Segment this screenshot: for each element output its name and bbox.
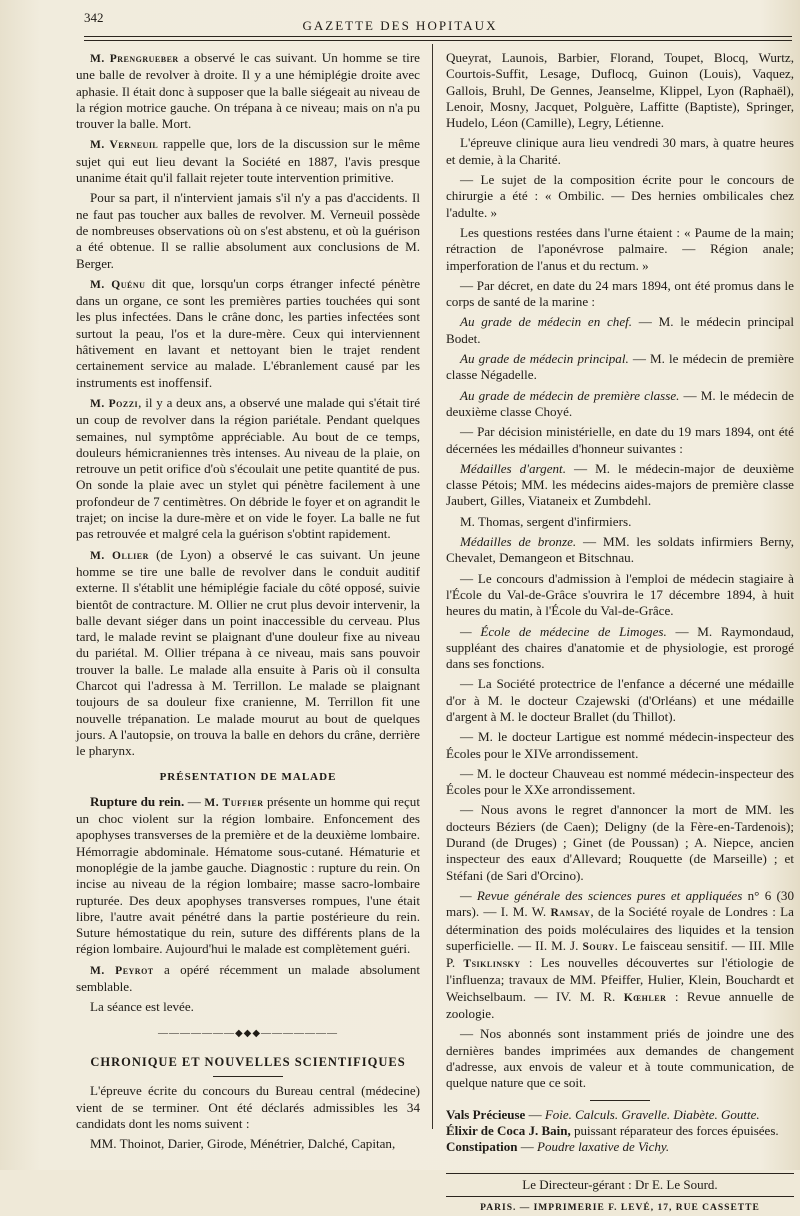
paragraph: — Nous avons le regret d'annoncer la mort de MM. les docteurs Béziers (de Caen); Deligny (de la Fère-en-Tardenois); Durand (de Druges) ; Ginet (de Poussan) ; A. Niepce, ancien inspecteur des eaux d'Allevard; Rouquette (de Marseille) ; et Stéfani (de Sari d'Orcino). [446,802,794,883]
paragraph: M. Quénu dit que, lorsqu'un corps étranger infecté pénètre dans un organe, ce sont les premières parties touchées qui sont les plus infectées. Dans le crâne donc, les parties infectées sont surtout la peau, l'os et la dure-mère. Ceux qui interviennent hâtivement en lavant et nettoyant bien le trajet rendent certainement service au malade. L'ébranlement causé par les instruments est inoffensif. [76,275,421,390]
paragraph: M. Thomas, sergent d'infirmiers. [460,513,632,529]
paragraph: M. Ollier (de Lyon) a observé le cas suivant. Un jeune homme se tire une balle de revolver dans le conduit auditif externe. Il s'établit une hémiplégie faciale du côté opposé, suivie bientôt de contracture. M. Ollier ne crut plus devoir intervenir, la balle devant siéger dans un point inaccessible du cerveau. Plus tard, le malade revint se plaignant d'une douleur fixe au niveau du pariétal. M. Ollier trépana à ce niveau, mais sans pouvoir trouver la balle. Le malade alla ensuite à Paris où il consulta Charcot qui l'adressa à M. Terrillon. Le malade se plaignant toujours de sa douleur fixe cranienne, M. Terrillon fit une nouvelle trépanation. Le malade mourut au bout de quelques jours. A l'autopsie, on trouva la balle en dehors du crâne, derrière le pharynx. [76,546,420,759]
paragraph: Au grade de médecin de première classe. — M. le médecin de deuxième classe Choyé. [446,387,794,419]
running-title: GAZETTE DES HOPITAUX [302,18,498,33]
column-divider [432,44,433,1129]
paragraph: M. Pozzi, il y a deux ans, a observé une malade qui s'était tiré un coup de revolver dans la région pariétale. Pendant quelques semaines, nul symptôme appréciable. Au bout de ce temps, douleurs hémicraniennes très intenses. Au niveau de la plaie, on retrouve un petit orifice d'où s'écoulait une petite quantité de pus. On sonde la plaie avec un stylet qui pénètre facilement à une profondeur de 7 centimètres. On débride le foyer et on agrandit le trajet; on incise la dure-mère et on vide le foyer. La balle ne fut pas retrouvée et malgré cela la guérison s'obtint rapidement. [76,394,421,542]
paragraph: — Par décret, en date du 24 mars 1894, ont été promus dans le corps de santé de la marine : [446,277,794,310]
paragraph: — Revue générale des sciences pures et appliquées n° 6 (30 mars). — I. M. W. Ramsay, de la Société royale de Londres : La détermination des poids moléculaires des liquides et la tension superficielle. — II. M. J. Soury. Le faisceau sensitif. — III. Mlle P. Tsiklinsky : Les nouvelles découvertes sur l'étiologie de l'influenza; travaux de MM. Pfeiffer, Hulier, Klein, Bouchardt et Weichselbaum. — IV. M. R. Kœhler : Revue annuelle de zoologie. [446,887,794,1022]
left-column [76,50,420,1156]
divider [213,1076,283,1077]
header-rule-thin [84,40,792,41]
paragraph: M. Verneuil rappelle que, lors de la discussion sur le même sujet qui eut lieu devant la Société en 1887, l'avis presque unanime était qu'il fallait rejeter toute intervention primitive. [76,136,420,186]
header-rule [84,36,792,37]
director-line: Le Directeur-gérant : Dr E. Le Sourd. [446,1173,794,1197]
paragraph: MM. Thoinot, Darier, Girode, Ménétrier, Dalché, Capitan, [90,1136,396,1152]
right-column [446,50,794,1216]
paragraph: Pour sa part, il n'intervient jamais s'il n'y a pas d'accidents. Il ne faut pas toucher aux balles de revolver. M. Verneuil possède de nombreuses observations où on s'est abstenu, et où la guérison a été obtenue. Il se rallie absolument aux conclusions de M. Berger. [76,190,420,271]
paragraph: La séance est levée. [90,999,194,1015]
paragraph: M. Prengrueber a observé le cas suivant. Un homme se tire une balle de revolver à droite. Il y a une hémiplégie droite avec aphasie. Il était donc à supposer que la balle siégeait au niveau de la région motrice gauche. On trépana à ce niveau; mais on n'a pu trouver la balle. Mort. [76,50,420,132]
paragraph: Queyrat, Launois, Barbier, Florand, Toupet, Blocq, Wurtz, Courtois-Suffit, Lesage, Duflocq, Guinon (Louis), Vaquez, Gallois, Bruhl, De Gennes, Jeanselme, Klippel, Lyon (Raphaël), Lenoir, Mosny, Jacquet, Polguère, Laffitte (Baptiste), Springer, Hudelo, Léon (Camille), Legry, Létienne. [446,50,794,131]
paragraph: — Le sujet de la composition écrite pour le concours de chirurgie a été : « Ombilic. — Des hernies ombilicales chez l'adulte. » [446,172,794,220]
paragraph: — M. le docteur Chauveau est nommé médecin-inspecteur des Écoles pour le XXe arrondissement. [446,765,794,798]
paragraph: — M. le docteur Lartigue est nommé médecin-inspecteur des Écoles pour le XIVe arrondissement. [446,729,794,761]
paragraph: Rupture du rein. — M. Tuffier présente un homme qui reçut un choc violent sur la région lombaire. Enfoncement des apophyses transverses de la première et de la deuxième lombaire. Hémorragie abdominale. Hématome sous-cutané. Hématurie et monoplégie de la jambe gauche. Diagnostic : rupture du rein. On incise au niveau de la région lombaire; masse sacro-lombaire rupturée. Des deux apophyses transverses rompues, l'une était libre, l'autre avait pénétré dans la partie postérieure du rein. Suture hémostatique du rein, suture des différents plans de la région lombaire. Aujourd'hui le malade est complètement guéri. [76,793,420,957]
paragraph: L'épreuve écrite du concours du Bureau central (médecine) vient de se terminer. Ont été déclarés admissibles les 34 candidats dont les noms suivent : [76,1083,420,1131]
paragraph: — La Société protectrice de l'enfance a décerné une médaille d'or à M. le docteur Czajewski (d'Orléans) et une médaille d'argent à M. le docteur Brallet (du Thillot). [446,676,794,724]
paragraph: Au grade de médecin principal. — M. le médecin de première classe Négadelle. [446,351,794,383]
paragraph: — Le concours d'admission à l'emploi de médecin stagiaire à l'École du Val-de-Grâce s'ouvrira le 17 décembre 1894, à huit heures du matin, à l'École du Val-de-Grâce. [446,570,794,619]
divider [590,1100,650,1101]
paragraph: Au grade de médecin en chef. — M. le médecin principal Bodet. [446,314,794,346]
section-heading: CHRONIQUE ET NOUVELLES SCIENTIFIQUES [90,1054,406,1069]
paragraph: Médailles de bronze. — MM. les soldats infirmiers Berny, Chevalet, Demangeon et Bitschnau. [446,534,794,566]
section-heading: PRÉSENTATION DE MALADE [159,771,337,784]
printer-line: PARIS. — IMPRIMERIE F. LEVÉ, 17, RUE CASSETTE [480,1202,760,1213]
paragraph: M. Peyrot a opéré récemment un malade absolument semblable. [76,961,421,995]
paragraph: Médailles d'argent. — M. le médecin-major de deuxième classe Pétois; MM. les médecins aides-majors de première classe Jaubert, Gilles, Viataneix et Zumbdehl. [446,460,794,509]
paragraph: L'épreuve clinique aura lieu vendredi 30 mars, à quatre heures et demie, à la Charité. [446,135,794,167]
page-number: 342 [84,10,104,25]
paragraph: — Nos abonnés sont instamment priés de joindre une des dernières bandes imprimées aux demandes de changement d'adresse, aux envois de valeur et à toute communication, de quelque nature que ce soit. [446,1026,794,1091]
paragraph: — École de médecine de Limoges. — M. Raymondaud, suppléant des chaires d'anatomie et de physiologie, est prorogé dans ses fonctions. [446,623,794,672]
paragraph: Les questions restées dans l'urne étaient : « Paume de la main; rétraction de l'aponévrose palmaire. — Région anale; imperforation de l'anus et du rectum. » [446,224,794,273]
ornament-divider: ―――――――◆◆◆――――――― [157,1027,339,1039]
advertisement: Élixir de Coca J. Bain, puissant réparateur des forces épuisées. [446,1122,779,1138]
advertisement: Vals Précieuse — Foie. Calculs. Gravelle. Diabète. Goutte. [446,1106,760,1122]
advertisement: Constipation — Poudre laxative de Vichy. [446,1138,670,1154]
paragraph: — Par décision ministérielle, en date du 19 mars 1894, ont été décernées les médailles d'honneur suivantes : [446,424,794,456]
